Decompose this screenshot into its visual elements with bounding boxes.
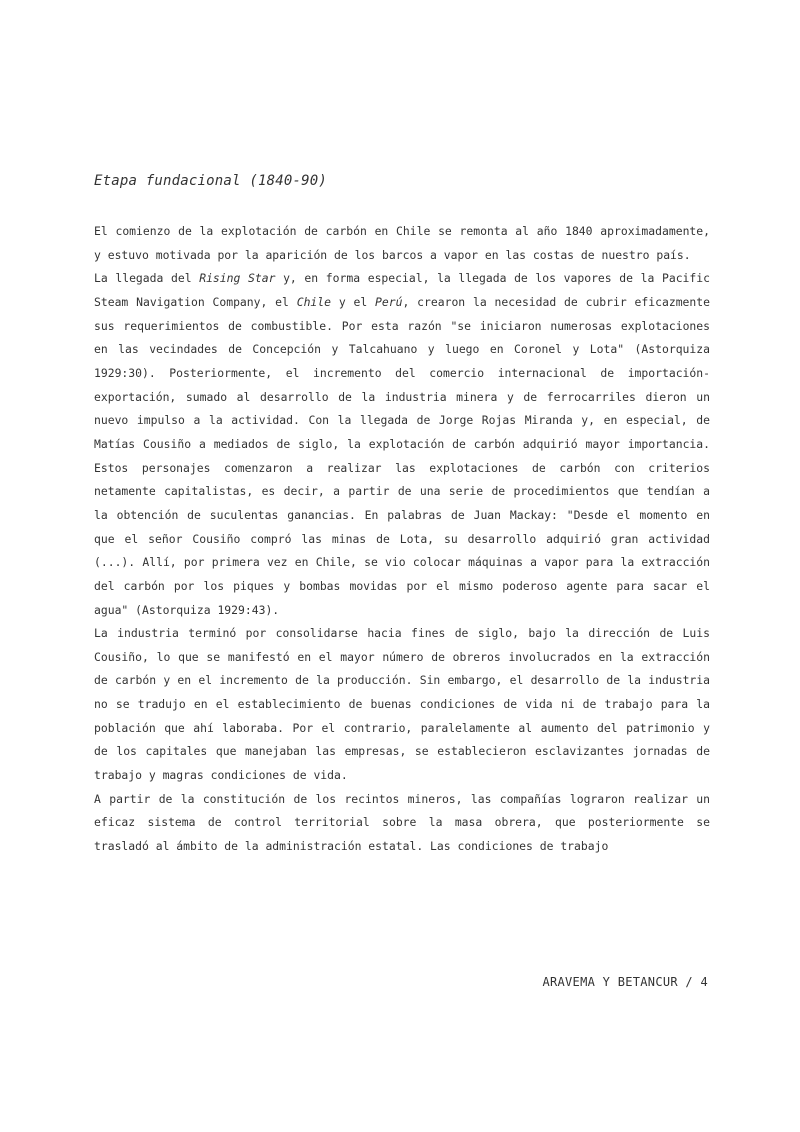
paragraph-3: La industria terminó por consolidarse hacia fines de siglo, bajo la dirección de Luis Cousiño, lo que se manifestó en el mayor número de obreros involucrados en la extracción de carbón y en el incremento de la producción. Sin embargo, el desarrollo de la industria no se tradujo en el establecimiento de buenas condiciones de vida ni de trabajo para la población que ahí laboraba. Por el contrario, paralelamente al aumento del patrimonio y de los capitales que manejaban las empresas, se establecieron esclavizantes jornadas de trabajo y magras condiciones de vida. bbox=[94, 626, 710, 783]
paragraph-2-part-a: La llegada del bbox=[94, 271, 200, 286]
section-heading: Etapa fundacional (1840-90) bbox=[94, 173, 327, 189]
body-text bbox=[94, 220, 710, 859]
paragraph-2-part-b: y, en forma especial, la llegada de los vapores de la Pacific Steam Navigation Company, el bbox=[94, 271, 710, 309]
paragraph-2-part-c: y el bbox=[331, 294, 376, 309]
paragraph-4: A partir de la constitución de los recintos mineros, las compañías lograron realizar un eficaz sistema de control territorial sobre la masa obrera, que posteriormente se trasladó al ámbito de la administración estatal. Las condiciones de trabajo bbox=[94, 791, 710, 854]
paragraph-2 bbox=[94, 267, 710, 622]
ship-name-rising-star: Rising Star bbox=[199, 271, 276, 286]
ship-name-chile: Chile bbox=[296, 294, 332, 309]
ship-name-peru: Perú bbox=[375, 294, 403, 309]
paragraph-2-part-d: , crearon la necesidad de cubrir eficazmente sus requerimientos de combustible. Por esta razón "se iniciaron numerosas explotaciones en las vecindades de Concepción y Talcahuano y luego en Coronel y Lota" (Astorquiza 1929:30). Posteriormente, el incremento del comercio internacional de importación-exportación, sumado al desarrollo de la industria minera y de ferrocarriles dieron un nuevo impulso a la actividad. Con la llegada de Jorge Rojas Miranda y, en especial, de Matías Cousiño a mediados de siglo, la explotación de carbón adquirió mayor importancia. Estos personajes comenzaron a realizar las explotaciones de carbón con criterios netamente capitalistas, es decir, a partir de una serie de procedimientos que tendían a la obtención de suculentas ganancias. En palabras de Juan Mackay: "Desde el momento en que el señor Cousiño compró las minas de Lota, su desarrollo adquirió gran actividad (...). Allí, por primera vez en Chile, se vio colocar máquinas a vapor para la extracción del carbón por los piques y bombas movidas por el mismo poderoso agente para sacar el agua" (Astorquiza 1929:43). bbox=[94, 294, 710, 617]
page-footer: ARAVEMA Y BETANCUR / 4 bbox=[542, 975, 708, 989]
paragraph-1: El comienzo de la explotación de carbón en Chile se remonta al año 1840 aproximadamente, y estuvo motivada por la aparición de los barcos a vapor en las costas de nuestro país. bbox=[94, 224, 710, 262]
